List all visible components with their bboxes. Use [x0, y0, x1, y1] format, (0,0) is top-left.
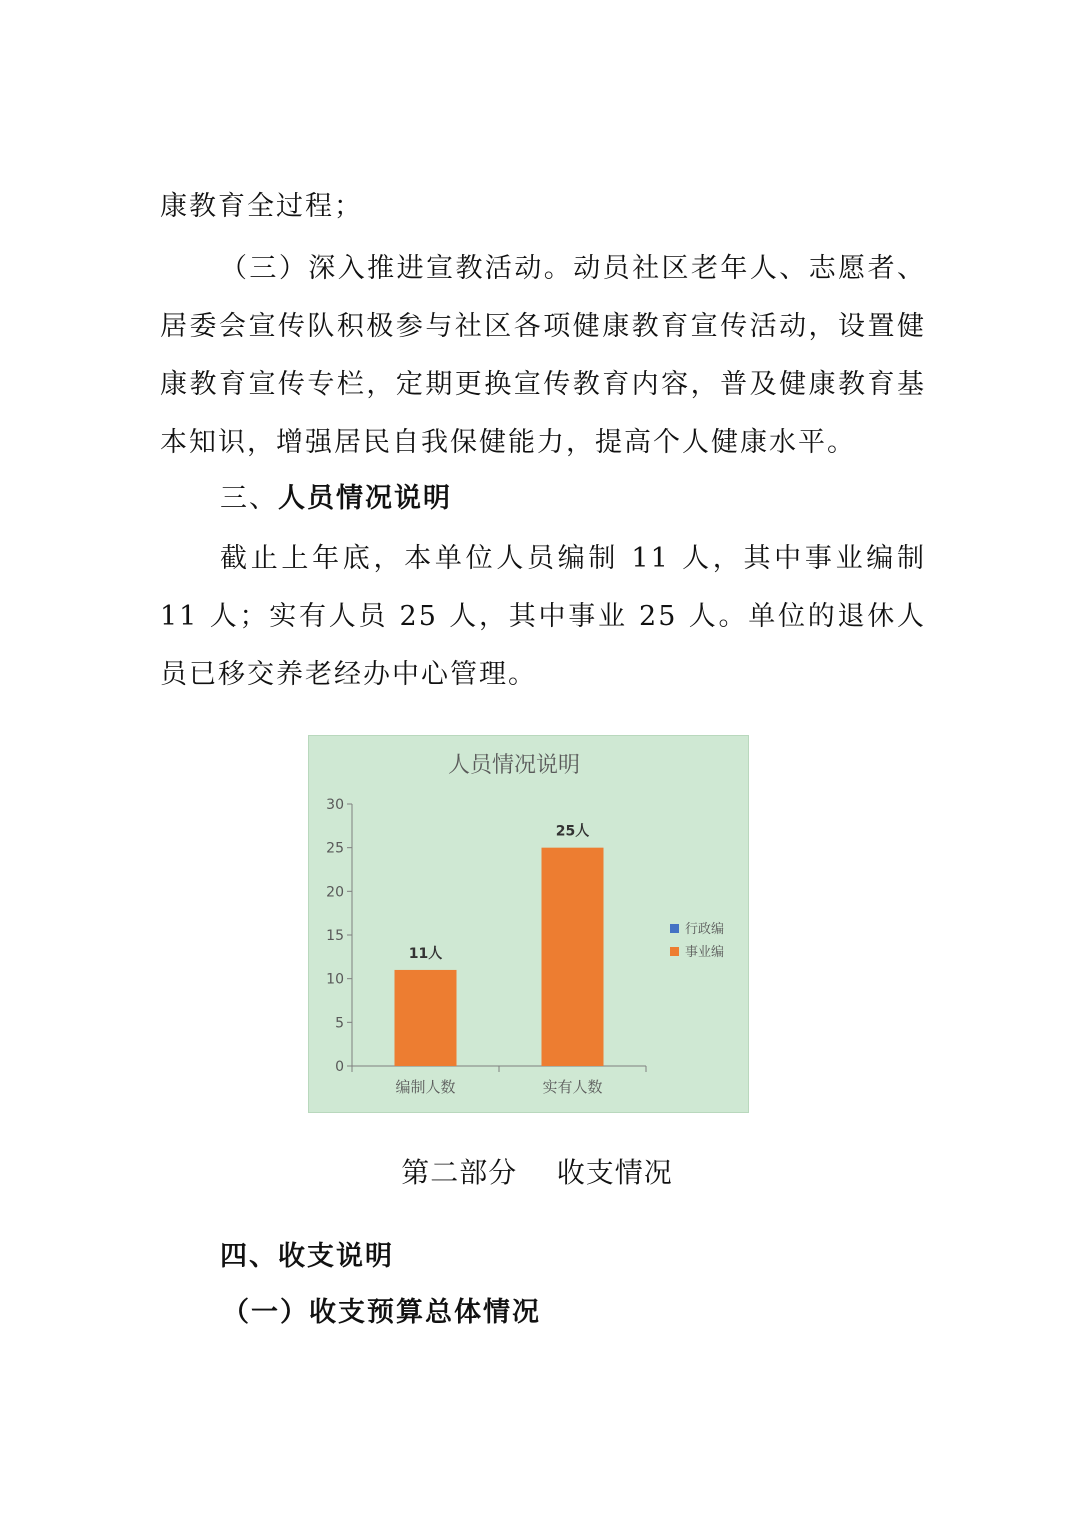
x-category-label: 编制人数: [395, 1078, 456, 1096]
section-heading-income-expenditure: 四、收支说明: [220, 1241, 394, 1272]
section-title: 人员情况说明: [278, 483, 452, 514]
legend-label: 行政编: [685, 922, 725, 937]
y-tick-label: 0: [335, 1059, 344, 1075]
part-title: 第二部分 收支情况: [401, 1156, 673, 1189]
chart-legend: [670, 922, 724, 960]
y-tick-label: 5: [335, 1015, 344, 1032]
paragraph-continuation: 康教育全过程；: [160, 191, 363, 222]
section-number: 三、: [220, 483, 278, 514]
legend-label: 事业编: [685, 945, 725, 960]
bar-1: [395, 970, 457, 1066]
legend-swatch: [670, 947, 679, 956]
chart-title: 人员情况说明: [447, 753, 581, 778]
data-label: 25人: [555, 823, 590, 840]
bar-2: [542, 848, 604, 1066]
y-tick-label: 25: [326, 840, 344, 857]
paragraph-publicity-activities: （三）深入推进宣教活动。动员社区老年人、志愿者、居委会宣传队积极参与社区各项健康教育宣传活动，设置健康教育宣传专栏，定期更换宣传教育内容，普及健康教育基本知识，增强居民自我保健能力，提高个人健康水平。: [160, 253, 926, 458]
section-heading-staffing: [220, 479, 452, 519]
data-label: 11人: [408, 945, 443, 962]
subsection-heading-overall-budget: （一）收支预算总体情况: [222, 1297, 541, 1328]
legend-swatch: [670, 924, 679, 933]
staffing-chart: [308, 735, 749, 1113]
x-category-label: 实有人数: [542, 1078, 603, 1096]
chart-canvas: [309, 736, 748, 1112]
y-tick-label: 15: [326, 928, 344, 944]
paragraph-staffing: 截止上年底，本单位人员编制 11 人，其中事业编制 11 人；实有人员 25 人，其中事业 25 人。单位的退休人员已移交养老经办中心管理。: [160, 543, 926, 690]
y-tick-label: 20: [326, 884, 344, 901]
y-tick-label: 30: [326, 797, 344, 813]
y-tick-label: 10: [326, 971, 344, 988]
